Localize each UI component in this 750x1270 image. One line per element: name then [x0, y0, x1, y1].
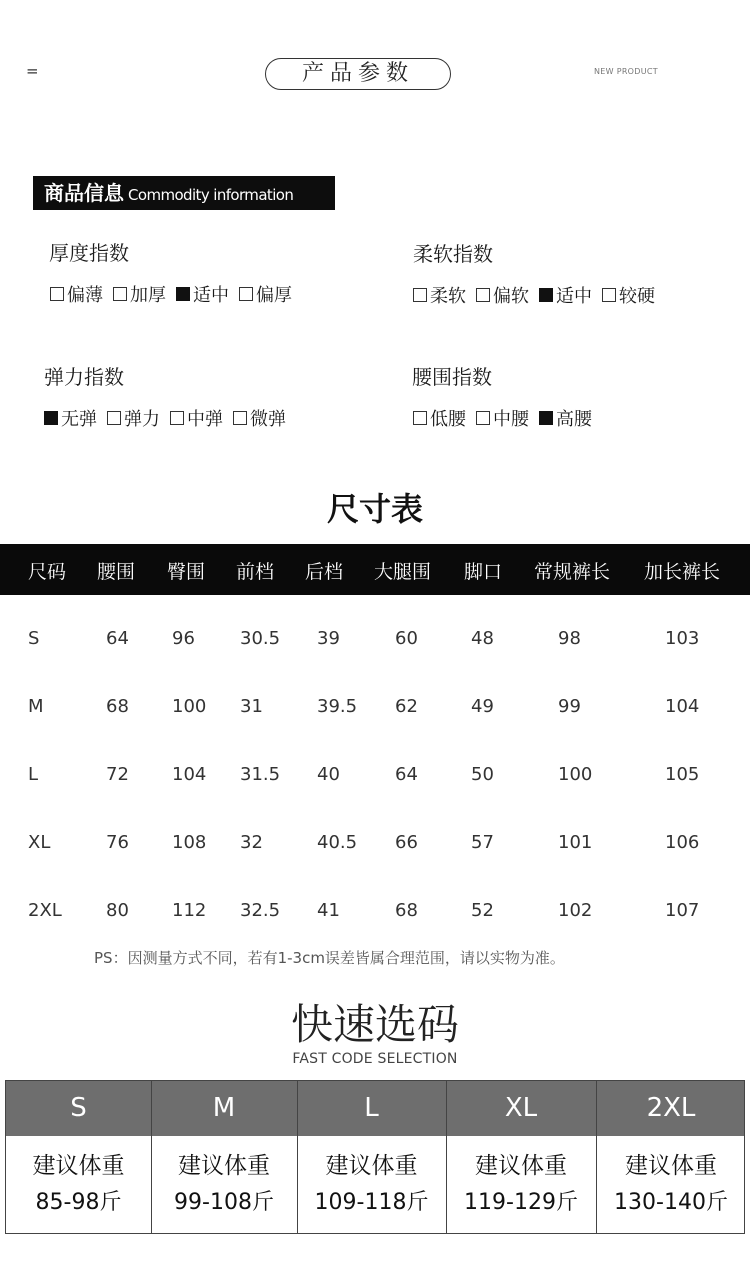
attribute-option — [413, 405, 466, 431]
size-table-header-cell: 腰围 — [97, 561, 136, 583]
unchecked-box-icon — [476, 411, 490, 425]
size-table-title: 尺寸表 — [326, 490, 423, 528]
table-cell: 49 — [471, 696, 494, 717]
table-cell: 68 — [106, 696, 129, 717]
attribute-option — [539, 282, 592, 308]
fast-code-weight-label: 建议体重 — [475, 1153, 567, 1179]
table-cell: 39.5 — [317, 696, 358, 717]
table-cell: 80 — [106, 900, 129, 921]
table-cell: 106 — [665, 832, 700, 853]
attribute-option — [107, 405, 160, 431]
fast-code-weight-label: 建议体重 — [32, 1153, 125, 1179]
attribute-option-label: 加厚 — [130, 285, 166, 306]
table-cell: 112 — [172, 900, 207, 921]
fast-code-weight-range: 119-129斤 — [464, 1190, 578, 1215]
size-table-header-cell: 臀围 — [167, 561, 206, 583]
attribute-option-label: 无弹 — [61, 409, 97, 430]
fast-code-weight-range: 130-140斤 — [614, 1190, 728, 1215]
table-cell: 40 — [317, 764, 340, 785]
size-label-cell: XL — [28, 832, 51, 853]
attribute-options — [44, 405, 286, 431]
attribute-option — [602, 282, 655, 308]
table-cell: 98 — [558, 628, 581, 649]
attribute-title: 弹力指数 — [44, 365, 124, 389]
unchecked-box-icon — [50, 287, 64, 301]
fast-code-subtitle: FAST CODE SELECTION — [292, 1051, 458, 1067]
table-cell: 31.5 — [240, 764, 281, 785]
attribute-option-label: 高腰 — [556, 409, 592, 430]
fast-code-size: M — [212, 1093, 236, 1123]
table-cell: 104 — [665, 696, 700, 717]
attribute-options — [413, 405, 592, 431]
attribute-option-label: 微弹 — [250, 409, 286, 430]
table-cell: 50 — [471, 764, 494, 785]
attribute-option-label: 柔软 — [430, 286, 466, 307]
fast-code-column — [151, 1081, 297, 1233]
size-table-header — [0, 544, 750, 595]
table-cell: 41 — [317, 900, 340, 921]
attribute-option — [476, 282, 529, 308]
table-cell: 100 — [558, 764, 593, 785]
column-divider — [297, 1081, 298, 1233]
table-cell: 102 — [558, 900, 593, 921]
header-mark: = — [26, 62, 38, 80]
attribute-option — [476, 405, 529, 431]
table-cell: 64 — [395, 764, 418, 785]
attribute-title: 柔软指数 — [413, 242, 493, 266]
size-table-header-cell: 前档 — [236, 561, 275, 583]
table-cell: 40.5 — [317, 832, 358, 853]
table-cell: 32 — [240, 832, 263, 853]
commodity-info-banner — [33, 176, 335, 210]
fast-code-size: XL — [504, 1093, 538, 1123]
fast-code-weight-range: 85-98斤 — [35, 1190, 122, 1215]
commodity-info-subtitle: Commodity information — [128, 186, 294, 204]
fast-code-size: 2XL — [646, 1093, 696, 1123]
attribute-title: 厚度指数 — [49, 241, 129, 265]
fast-code-size: S — [70, 1093, 87, 1123]
attribute-options — [413, 282, 655, 308]
table-cell: 104 — [172, 764, 207, 785]
fast-code-column — [6, 1081, 151, 1233]
size-label-cell: 2XL — [28, 900, 62, 921]
new-product-label: NEW PRODUCT — [594, 67, 658, 76]
table-cell: 57 — [471, 832, 494, 853]
table-cell: 101 — [558, 832, 593, 853]
table-cell: 52 — [471, 900, 494, 921]
attribute-option-label: 偏厚 — [256, 285, 292, 306]
table-cell: 62 — [395, 696, 418, 717]
fast-code-weight-range: 109-118斤 — [314, 1190, 429, 1215]
attribute-option — [170, 405, 223, 431]
attribute-option-label: 适中 — [556, 286, 592, 307]
commodity-info-title: 商品信息 — [44, 181, 124, 205]
size-label-cell: M — [28, 696, 44, 717]
fast-code-column — [297, 1081, 446, 1233]
fast-code-title: 快速选码 — [290, 1000, 459, 1049]
fast-code-weight-range: 99-108斤 — [174, 1190, 274, 1215]
attribute-option-label: 适中 — [193, 285, 229, 306]
column-divider — [596, 1081, 597, 1233]
unchecked-box-icon — [233, 411, 247, 425]
attribute-option-label: 弹力 — [124, 409, 160, 430]
attribute-option — [44, 405, 97, 431]
table-cell: 60 — [395, 628, 418, 649]
table-cell: 76 — [106, 832, 129, 853]
table-cell: 100 — [172, 696, 207, 717]
attribute-option — [539, 405, 592, 431]
attribute-option-label: 偏软 — [493, 286, 529, 307]
column-divider — [151, 1081, 152, 1233]
fast-code-size: L — [364, 1093, 379, 1123]
page-title: 产品参数 — [265, 58, 451, 90]
table-cell: 48 — [471, 628, 494, 649]
size-table-header-cell: 脚口 — [464, 561, 503, 583]
unchecked-box-icon — [239, 287, 253, 301]
table-cell: 68 — [395, 900, 418, 921]
checked-box-icon — [539, 411, 553, 425]
size-table-header-cell: 尺码 — [28, 561, 67, 583]
attribute-option — [176, 281, 229, 307]
table-cell: 72 — [106, 764, 129, 785]
size-table-header-cell: 大腿围 — [374, 561, 432, 583]
table-cell: 39 — [317, 628, 340, 649]
attribute-options — [50, 281, 292, 307]
table-cell: 30.5 — [240, 628, 281, 649]
attribute-option-label: 中腰 — [493, 409, 529, 430]
table-cell: 64 — [106, 628, 129, 649]
table-cell: 107 — [665, 900, 700, 921]
attribute-option — [413, 282, 466, 308]
checked-box-icon — [44, 411, 58, 425]
unchecked-box-icon — [476, 288, 490, 302]
unchecked-box-icon — [602, 288, 616, 302]
attribute-option-label: 偏薄 — [67, 285, 103, 306]
attribute-option — [113, 281, 166, 307]
fast-code-weight-label: 建议体重 — [625, 1153, 717, 1179]
attribute-option — [233, 405, 286, 431]
attribute-option-label: 较硬 — [619, 286, 655, 307]
table-cell: 31 — [240, 696, 263, 717]
fast-code-table — [5, 1080, 745, 1234]
fast-code-weight-label: 建议体重 — [325, 1153, 418, 1179]
table-cell: 96 — [172, 628, 195, 649]
size-label-cell: L — [28, 764, 39, 785]
fast-code-column — [446, 1081, 596, 1233]
unchecked-box-icon — [413, 288, 427, 302]
table-cell: 103 — [665, 628, 700, 649]
column-divider — [446, 1081, 447, 1233]
attribute-option-label: 中弹 — [187, 409, 223, 430]
unchecked-box-icon — [113, 287, 127, 301]
measurement-note: PS：因测量方式不同，若有1-3cm误差皆属合理范围，请以实物为准。 — [94, 949, 565, 967]
checked-box-icon — [176, 287, 190, 301]
size-table-header-cell: 常规裤长 — [534, 561, 611, 583]
size-table-header-cell: 加长裤长 — [644, 561, 721, 583]
table-cell: 66 — [395, 832, 418, 853]
table-cell: 32.5 — [240, 900, 281, 921]
attribute-option — [50, 281, 103, 307]
unchecked-box-icon — [413, 411, 427, 425]
table-cell: 108 — [172, 832, 207, 853]
fast-code-column — [596, 1081, 746, 1233]
attribute-option-label: 低腰 — [430, 409, 466, 430]
attribute-title: 腰围指数 — [412, 365, 492, 389]
unchecked-box-icon — [170, 411, 184, 425]
fast-code-weight-label: 建议体重 — [178, 1153, 270, 1179]
table-cell: 105 — [665, 764, 700, 785]
size-label-cell: S — [28, 628, 40, 649]
size-table-header-cell: 后档 — [305, 561, 344, 583]
unchecked-box-icon — [107, 411, 121, 425]
attribute-option — [239, 281, 292, 307]
checked-box-icon — [539, 288, 553, 302]
table-cell: 99 — [558, 696, 581, 717]
